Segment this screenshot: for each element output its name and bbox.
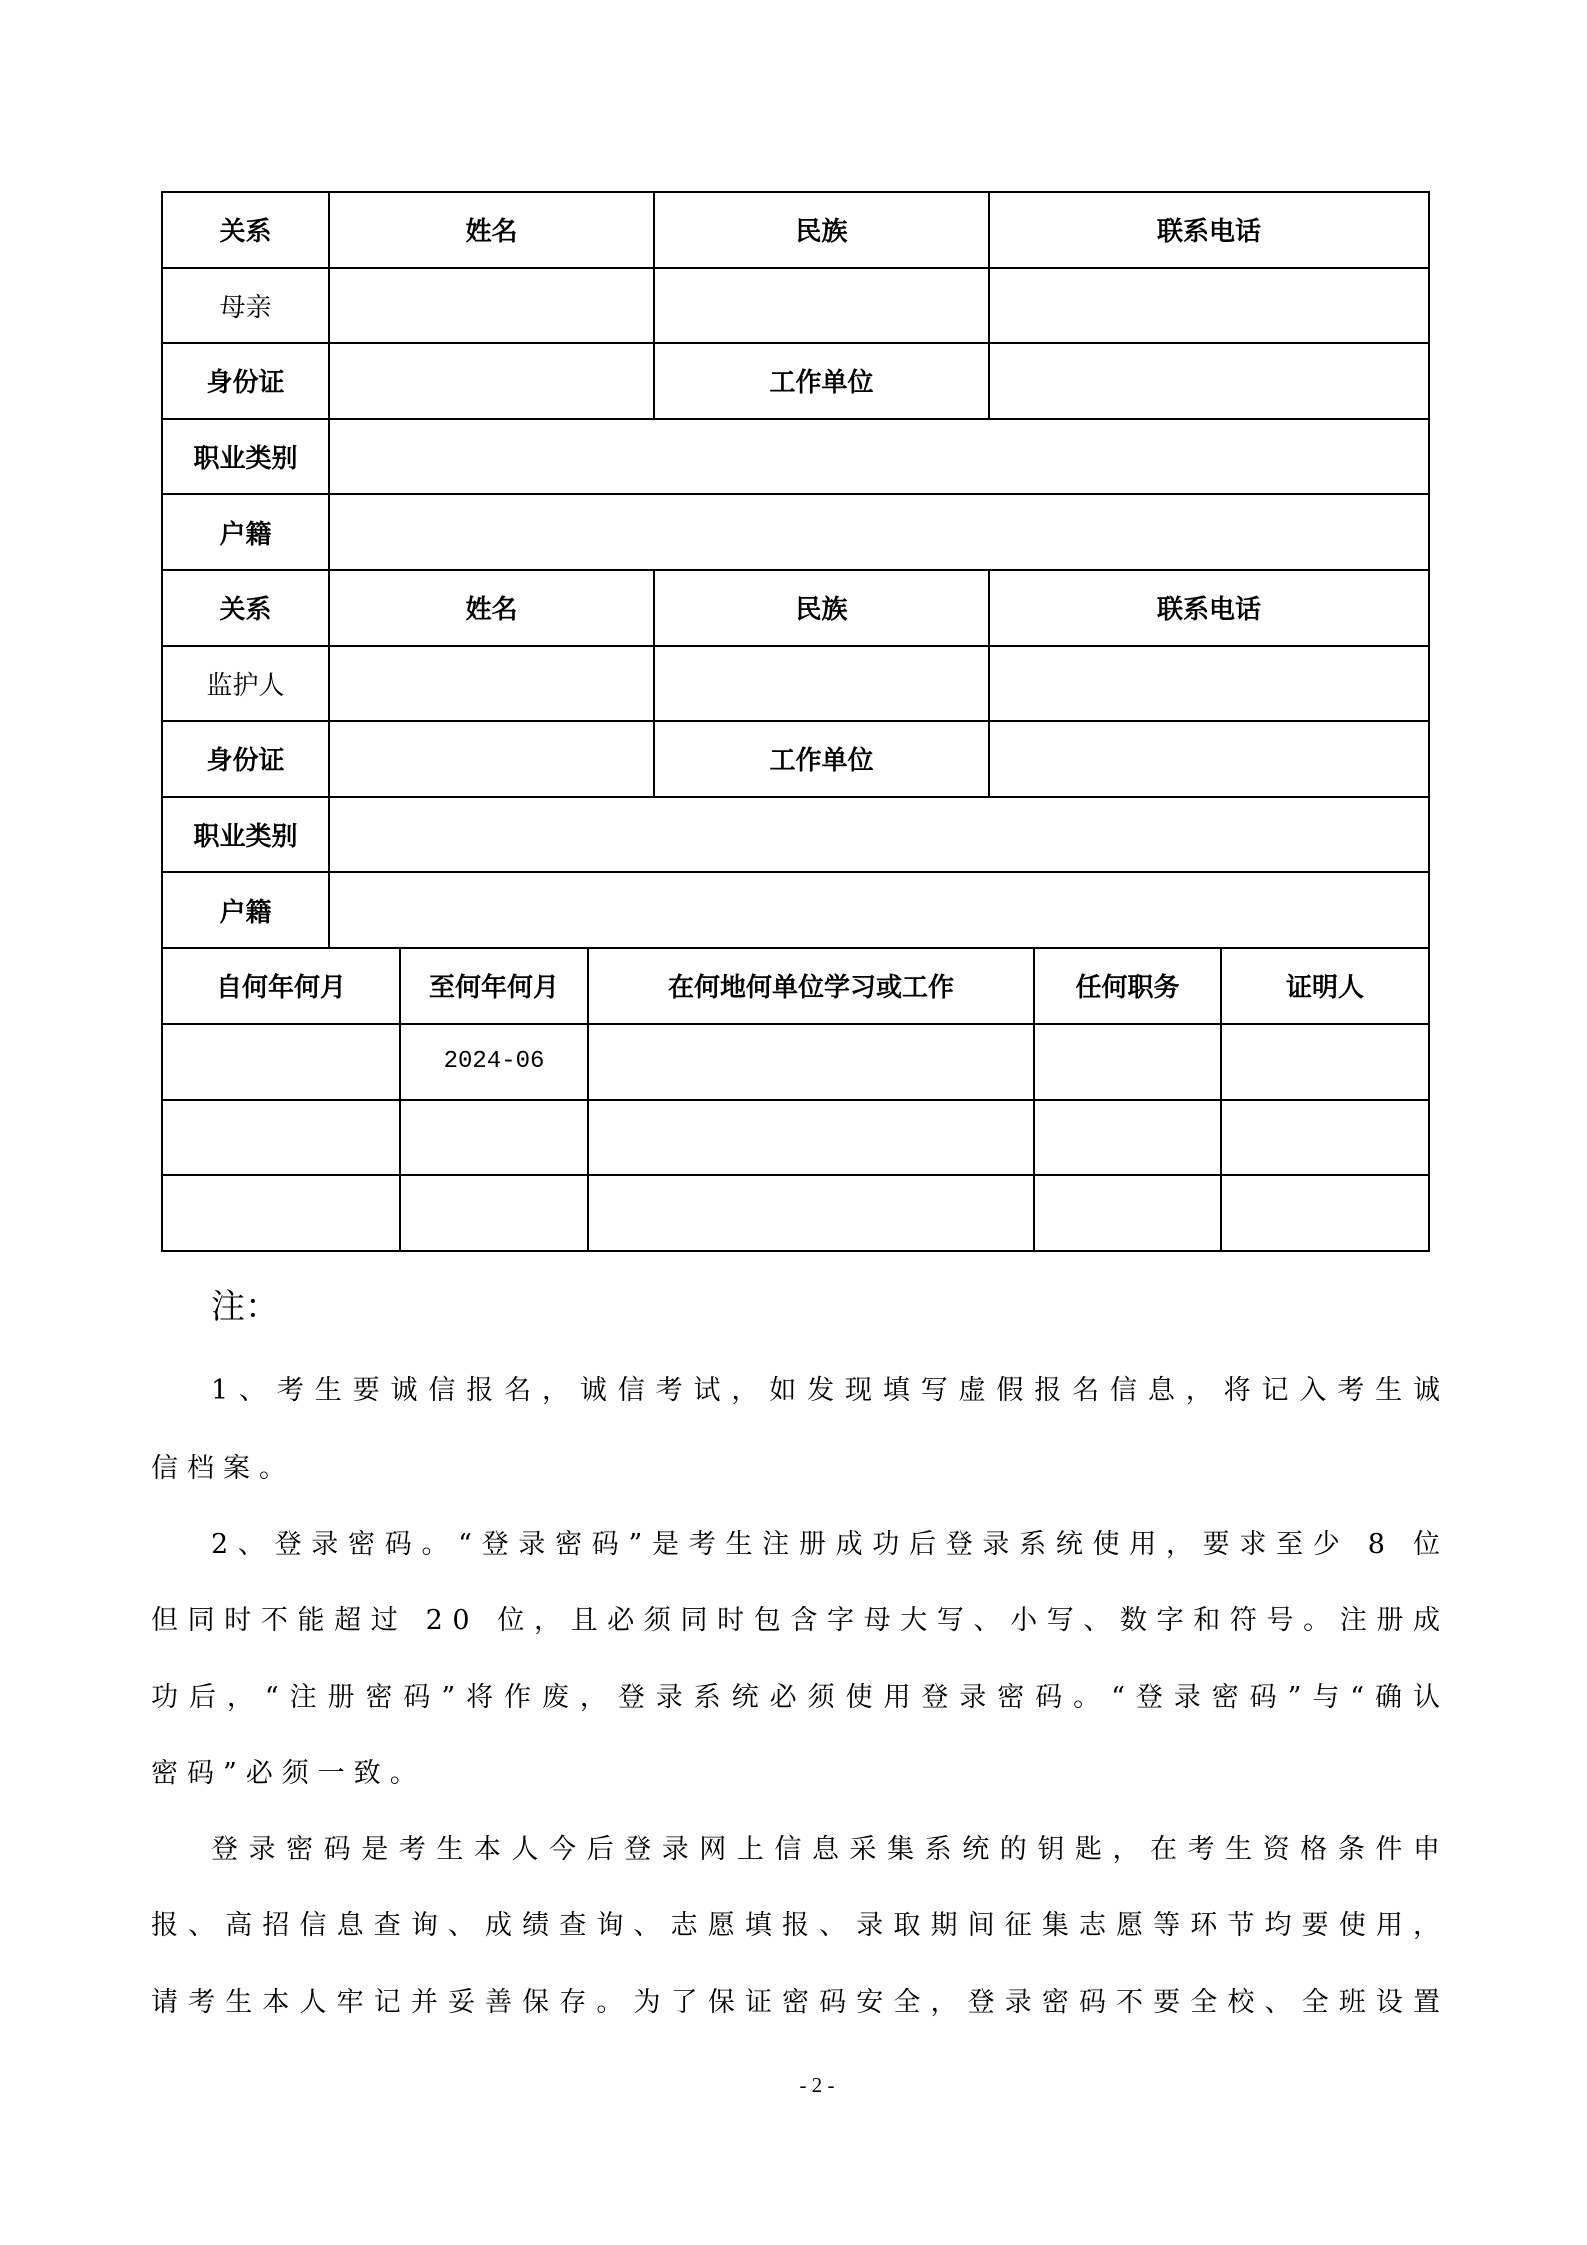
note-text: 1、考生要诚信报名，诚信考试，如发现填写虚假报名信息，将记入考生诚	[211, 1375, 1451, 1406]
position-cell[interactable]	[1034, 1100, 1221, 1176]
work-unit-label: 工作单位	[654, 721, 989, 797]
relation-value: 监护人	[162, 646, 329, 722]
header-from-date: 自何年何月	[162, 948, 400, 1024]
table-row	[162, 797, 1429, 873]
table-row	[162, 494, 1429, 570]
table-row	[162, 1024, 1429, 1100]
table-row	[162, 872, 1429, 948]
note-2-line-4	[151, 1754, 1440, 1794]
table-header-row	[162, 192, 1429, 268]
table-row	[162, 419, 1429, 495]
para-3-line-3	[151, 1983, 1451, 2023]
table-row	[162, 268, 1429, 344]
ethnicity-field[interactable]	[654, 646, 989, 722]
occupation-label: 职业类别	[162, 419, 329, 495]
note-text: 但同时不能超过 20 位，且必须同时包含字母大写、小写、数字和符号。注册成	[151, 1605, 1450, 1636]
occupation-field[interactable]	[329, 797, 1429, 873]
id-card-field[interactable]	[329, 343, 654, 419]
table-header-row	[162, 948, 1429, 1024]
note-2-line-2	[151, 1601, 1450, 1641]
table-header-row	[162, 570, 1429, 646]
to-date-cell[interactable]	[400, 1175, 588, 1251]
to-date-cell[interactable]	[400, 1100, 588, 1176]
table-row	[162, 343, 1429, 419]
position-cell[interactable]	[1034, 1024, 1221, 1100]
note-text: 报、高招信息查询、成绩查询、志愿填报、录取期间征集志愿等环节均要使用，	[151, 1910, 1451, 1941]
note-text: 请考生本人牢记并妥善保存。为了保证密码安全，登录密码不要全校、全班设置	[151, 1987, 1451, 2018]
position-cell[interactable]	[1034, 1175, 1221, 1251]
header-name: 姓名	[329, 570, 654, 646]
header-name: 姓名	[329, 192, 654, 268]
header-ethnicity: 民族	[654, 192, 989, 268]
header-to-date: 至何年何月	[400, 948, 588, 1024]
hukou-label: 户籍	[162, 494, 329, 570]
header-phone: 联系电话	[989, 570, 1429, 646]
notes-title: 注：	[211, 1287, 279, 1327]
place-unit-cell[interactable]	[588, 1024, 1034, 1100]
phone-field[interactable]	[989, 646, 1429, 722]
note-text: 功后，“注册密码”将作废，登录系统必须使用登录密码。“登录密码”与“确认	[151, 1682, 1451, 1713]
family-members-table	[161, 191, 1430, 949]
note-2-line-3	[151, 1678, 1451, 1718]
place-unit-cell[interactable]	[588, 1175, 1034, 1251]
header-ethnicity: 民族	[654, 570, 989, 646]
header-place-unit: 在何地何单位学习或工作	[588, 948, 1034, 1024]
relation-value: 母亲	[162, 268, 329, 344]
witness-cell[interactable]	[1221, 1024, 1429, 1100]
note-text: 2、登录密码。“登录密码”是考生注册成功后登录系统使用，要求至少 8 位	[211, 1529, 1450, 1560]
table-row	[162, 721, 1429, 797]
from-date-cell[interactable]	[162, 1024, 400, 1100]
phone-field[interactable]	[989, 268, 1429, 344]
id-card-label: 身份证	[162, 721, 329, 797]
page-number: - 2 -	[799, 2073, 835, 2097]
header-witness: 证明人	[1221, 948, 1429, 1024]
note-2-line-1	[211, 1525, 1450, 1565]
experience-table	[161, 947, 1430, 1252]
work-unit-field[interactable]	[989, 721, 1429, 797]
id-card-field[interactable]	[329, 721, 654, 797]
table-row	[162, 1100, 1429, 1176]
name-field[interactable]	[329, 646, 654, 722]
note-text: 登录密码是考生本人今后登录网上信息采集系统的钥匙，在考生资格条件申	[211, 1834, 1451, 1865]
to-date-cell[interactable]: 2024-06	[400, 1024, 588, 1100]
header-phone: 联系电话	[989, 192, 1429, 268]
place-unit-cell[interactable]	[588, 1100, 1034, 1176]
note-text: 密码”必须一致。	[151, 1758, 426, 1789]
hukou-field[interactable]	[329, 872, 1429, 948]
note-1-line-1	[211, 1371, 1451, 1411]
work-unit-label: 工作单位	[654, 343, 989, 419]
from-date-cell[interactable]	[162, 1175, 400, 1251]
from-date-cell[interactable]	[162, 1100, 400, 1176]
header-relation: 关系	[162, 570, 329, 646]
para-3-line-1	[211, 1830, 1451, 1870]
occupation-label: 职业类别	[162, 797, 329, 873]
work-unit-field[interactable]	[989, 343, 1429, 419]
table-row	[162, 1175, 1429, 1251]
table-row	[162, 646, 1429, 722]
occupation-field[interactable]	[329, 419, 1429, 495]
ethnicity-field[interactable]	[654, 268, 989, 344]
witness-cell[interactable]	[1221, 1100, 1429, 1176]
header-relation: 关系	[162, 192, 329, 268]
hukou-field[interactable]	[329, 494, 1429, 570]
id-card-label: 身份证	[162, 343, 329, 419]
witness-cell[interactable]	[1221, 1175, 1429, 1251]
hukou-label: 户籍	[162, 872, 329, 948]
note-1-line-2	[151, 1449, 1440, 1489]
name-field[interactable]	[329, 268, 654, 344]
header-position: 任何职务	[1034, 948, 1221, 1024]
note-text: 信档案。	[151, 1453, 295, 1484]
para-3-line-2	[151, 1906, 1451, 1946]
